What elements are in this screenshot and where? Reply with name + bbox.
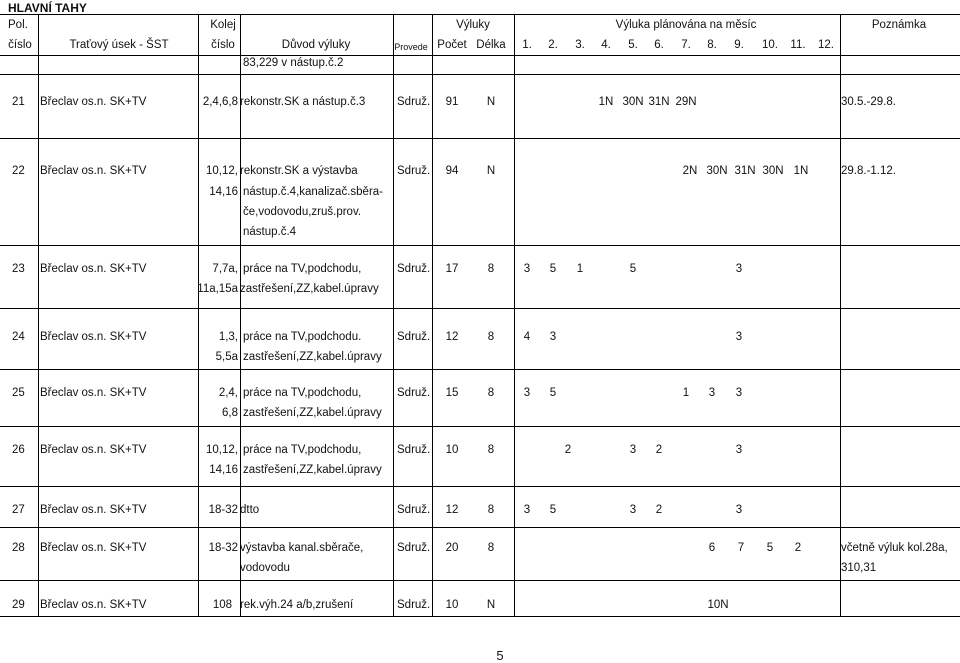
- row-pocet: 17: [445, 263, 459, 275]
- row-usek: Břeclav os.n. SK+TV: [40, 96, 147, 108]
- header-pocet: Počet: [437, 39, 467, 51]
- row-kolej: 6,8: [222, 407, 238, 419]
- row-duvod: rek.výh.24 a/b,zrušení: [240, 599, 354, 611]
- row-month-11: 3: [735, 263, 743, 275]
- row-pocet: 15: [445, 387, 459, 399]
- row-delka: 8: [487, 504, 495, 516]
- row-divider: [0, 74, 960, 75]
- header-poznamka: Poznámka: [871, 19, 927, 31]
- row-month-10: 3: [708, 387, 716, 399]
- row-month-10: 5: [766, 542, 774, 554]
- row-month-8: 2N: [682, 165, 698, 177]
- header-month-3: 3.: [575, 39, 585, 51]
- row-usek: Břeclav os.n. SK+TV: [40, 599, 147, 611]
- row-month-9: 7: [737, 542, 745, 554]
- header-vyluky: Výluky: [456, 19, 490, 31]
- row-kolej: 18-32: [208, 542, 238, 554]
- row-provede: Sdruž.: [397, 263, 431, 275]
- row-provede: Sdruž.: [397, 599, 431, 611]
- row-provede: Sdruž.: [397, 444, 431, 456]
- row-month-11: 3: [735, 331, 743, 343]
- row-poznamka: 29.8.-1.12.: [841, 165, 896, 177]
- row-month-4: 5: [549, 263, 557, 275]
- row-usek: Břeclav os.n. SK+TV: [40, 331, 147, 343]
- row-duvod: če,vodovodu,zruš.prov.: [243, 206, 362, 218]
- header-month-7: 7.: [681, 39, 691, 51]
- row-pol: 26: [12, 444, 25, 456]
- row-divider: [0, 527, 960, 528]
- row-month-3: 3: [523, 263, 531, 275]
- row-kolej: 1,3,: [218, 331, 238, 343]
- row-usek: Břeclav os.n. SK+TV: [40, 263, 147, 275]
- row-duvod: práce na TV,podchodu,: [243, 444, 362, 456]
- row-divider: [0, 308, 960, 309]
- row-kolej: 14,16: [209, 464, 238, 476]
- row-month-11: 3: [735, 444, 743, 456]
- row-kolej: 10,12,: [206, 165, 238, 177]
- column-divider: [393, 14, 394, 616]
- row-month-9: 1: [682, 387, 690, 399]
- row-kolej: 108: [212, 599, 232, 611]
- row-pol: 24: [12, 331, 25, 343]
- header-provede: Provede: [394, 42, 428, 52]
- row-provede: Sdruž.: [397, 387, 431, 399]
- row-duvod: zastřešení,ZZ,kabel.úpravy: [243, 464, 382, 476]
- header-month-11: 11.: [790, 39, 806, 51]
- row-delka: N: [486, 599, 496, 611]
- row-duvod: zastřešení,ZZ,kabel.úpravy: [240, 283, 379, 295]
- row-usek: Břeclav os.n. SK+TV: [40, 542, 147, 554]
- row-divider: [0, 616, 960, 617]
- row-usek: Břeclav os.n. SK+TV: [40, 504, 147, 516]
- header-usek: Traťový úsek - ŠST: [69, 39, 169, 51]
- row-pocet: 94: [445, 165, 459, 177]
- row-month-11: 2: [794, 542, 802, 554]
- row-provede: Sdruž.: [397, 504, 431, 516]
- row-provede: Sdruž.: [397, 165, 431, 177]
- row-pocet: 12: [445, 331, 459, 343]
- row-month-4: 2: [564, 444, 572, 456]
- row-duvod: nástup.č.4: [243, 226, 297, 238]
- table-header: [0, 14, 960, 56]
- row-month-7: 3: [629, 504, 637, 516]
- row-month-4: 5: [549, 387, 557, 399]
- row-delka: 8: [487, 387, 495, 399]
- page-number: 5: [496, 648, 504, 663]
- row-month-11: 3: [735, 504, 743, 516]
- header-cislo-kolej: číslo: [211, 39, 235, 51]
- header-month-10: 10.: [762, 39, 778, 51]
- header-month-9: 9.: [734, 39, 744, 51]
- row-delka: N: [486, 96, 496, 108]
- row-usek: Břeclav os.n. SK+TV: [40, 444, 147, 456]
- row-kolej: 7,7a,: [212, 263, 238, 275]
- row-pocet: 91: [445, 96, 459, 108]
- row-month-4: 5: [549, 504, 557, 516]
- row-divider: [0, 580, 960, 581]
- column-divider: [514, 14, 515, 616]
- row-pol: 28: [12, 542, 25, 554]
- row-pocet: 10: [445, 444, 459, 456]
- row-kolej: 14,16: [209, 186, 238, 198]
- row-pol: 27: [12, 504, 25, 516]
- column-divider: [240, 14, 241, 616]
- header-delka: Délka: [476, 39, 506, 51]
- row-duvod: práce na TV,podchodu,: [243, 263, 362, 275]
- row-pocet: 10: [445, 599, 459, 611]
- row-month-8: 29N: [675, 96, 697, 108]
- row-month-8: 10N: [707, 599, 729, 611]
- row-duvod: výstavba kanal.sběrače,: [240, 542, 364, 554]
- row-month-7: 3: [629, 444, 637, 456]
- row-month-8: 6: [708, 542, 716, 554]
- row-duvod: rekonstr.SK a výstavba: [240, 165, 358, 177]
- row-kolej: 10,12,: [206, 444, 238, 456]
- row-duvod: práce na TV,podchodu,: [243, 387, 362, 399]
- column-divider: [840, 14, 841, 616]
- row-kolej: 5,5a: [215, 351, 238, 363]
- header-cislo: číslo: [8, 39, 32, 51]
- row-month-9: 30N: [706, 165, 728, 177]
- row-duvod: práce na TV,podchodu.: [243, 331, 362, 343]
- header-month-5: 5.: [628, 39, 638, 51]
- row-month-4: 3: [549, 331, 557, 343]
- row-divider: [0, 245, 960, 246]
- row-delka: N: [486, 165, 496, 177]
- header-month-6: 6.: [654, 39, 664, 51]
- row-month-8: 2: [655, 504, 663, 516]
- row-duvod: dtto: [240, 504, 260, 516]
- row-divider: [0, 138, 960, 139]
- row-month-5: 1N: [598, 96, 614, 108]
- row-kolej: 2,4,6,8: [202, 96, 238, 108]
- header-month-4: 4.: [601, 39, 611, 51]
- row-month-3: 3: [523, 387, 531, 399]
- row-divider: [0, 486, 960, 487]
- row-month-7: 31N: [648, 96, 670, 108]
- row-pocet: 20: [445, 542, 459, 554]
- row-divider: [0, 426, 960, 427]
- row-month-11: 3: [735, 387, 743, 399]
- header-planovana: Výluka plánována na měsíc: [615, 19, 757, 31]
- column-divider: [432, 14, 433, 616]
- row-kolej: 2,4,: [218, 387, 238, 399]
- row-pol: 23: [12, 263, 25, 275]
- column-divider: [198, 14, 199, 616]
- row-month-6: 30N: [622, 96, 644, 108]
- row-month-8: 2: [655, 444, 663, 456]
- row-delka: 8: [487, 444, 495, 456]
- row-duvod: zastřešení,ZZ,kabel.úpravy: [243, 407, 382, 419]
- row-provede: Sdruž.: [397, 331, 431, 343]
- row-duvod: nástup.č.4,kanalizač.sběra-: [243, 186, 383, 198]
- header-duvod: Důvod výluky: [281, 39, 351, 51]
- row-delka: 8: [487, 263, 495, 275]
- header-month-12: 12.: [818, 39, 834, 51]
- column-divider: [38, 14, 39, 616]
- row-usek: Břeclav os.n. SK+TV: [40, 387, 147, 399]
- header-month-1: 1.: [522, 39, 532, 51]
- row-duvod: vodovodu: [240, 562, 290, 574]
- row-month-7: 5: [629, 263, 637, 275]
- row-month-11: 30N: [762, 165, 784, 177]
- row-pocet: 12: [445, 504, 459, 516]
- row-kolej: 11a,15a: [197, 283, 238, 295]
- row-month-3: 3: [523, 504, 531, 516]
- row-usek: Břeclav os.n. SK+TV: [40, 165, 147, 177]
- header-pol: Pol.: [8, 19, 28, 31]
- row-duvod: rekonstr.SK a nástup.č.3: [240, 96, 366, 108]
- page-title: HLAVNÍ TAHY: [8, 1, 87, 15]
- row-month-12: 1N: [793, 165, 809, 177]
- row-poznamka: 30.5.-29.8.: [841, 96, 896, 108]
- row-provede: Sdruž.: [397, 542, 431, 554]
- row-pol: 22: [12, 165, 25, 177]
- row-poznamka: 310,31: [841, 562, 877, 574]
- row-pol: 21: [12, 96, 25, 108]
- header-month-2: 2.: [548, 39, 558, 51]
- row-delka: 8: [487, 542, 495, 554]
- header-month-8: 8.: [707, 39, 717, 51]
- row-pol: 29: [12, 599, 25, 611]
- row-pol: 25: [12, 387, 25, 399]
- row-month-10: 31N: [734, 165, 756, 177]
- row-month-5: 1: [576, 263, 584, 275]
- row-divider: [0, 369, 960, 370]
- row-kolej: 18-32: [208, 504, 238, 516]
- row-month-3: 4: [523, 331, 531, 343]
- carryover-note: 83,229 v nástup.č.2: [243, 57, 344, 69]
- row-delka: 8: [487, 331, 495, 343]
- row-duvod: zastřešení,ZZ,kabel.úpravy: [243, 351, 382, 363]
- row-poznamka: včetně výluk kol.28a,: [841, 542, 948, 554]
- row-provede: Sdruž.: [397, 96, 431, 108]
- header-kolej: Kolej: [210, 19, 236, 31]
